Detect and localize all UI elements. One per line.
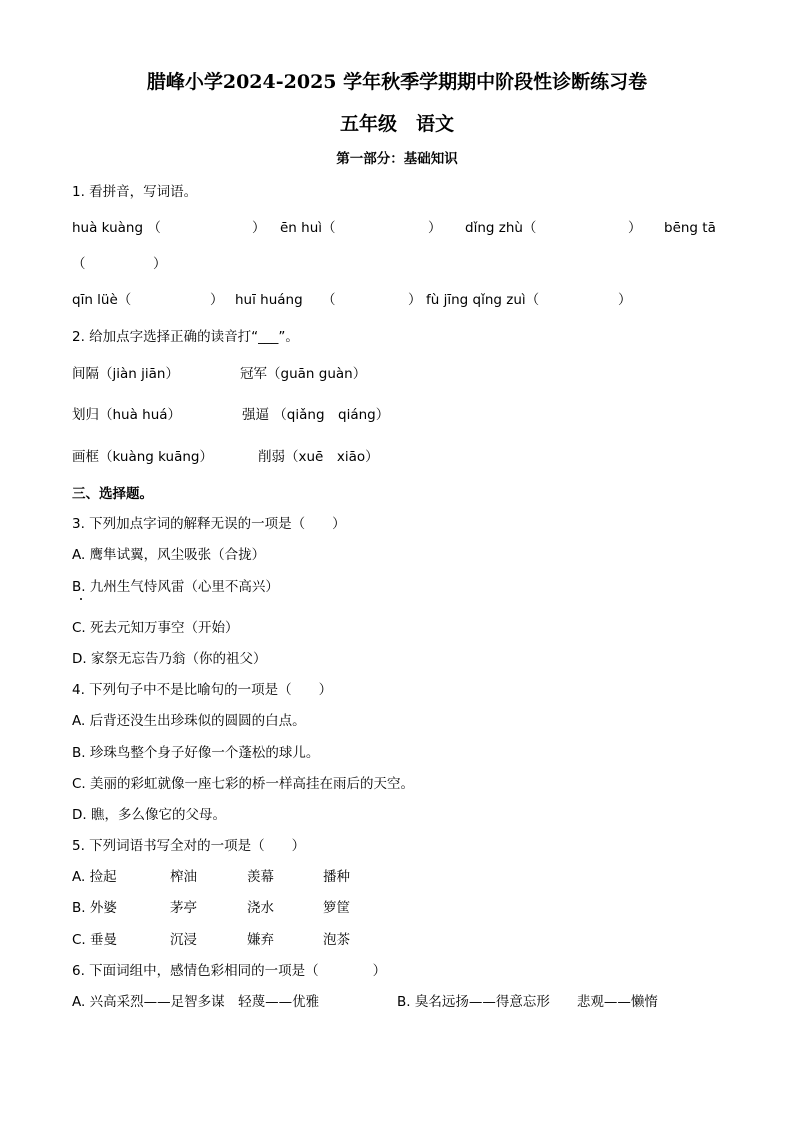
answer-bracket: （ ） — [72, 256, 167, 272]
reading-item: 削弱（xuē xiāo） — [258, 449, 379, 465]
pinyin-item: huī huáng — [235, 292, 303, 308]
q5-stem: 5. 下列词语书写全对的一项是（ ） — [72, 838, 306, 854]
pinyin-item: dǐng zhù（ — [465, 220, 537, 236]
reading-item: 间隔（jiàn jiān） — [72, 366, 179, 382]
option-item: B. 珍珠鸟整个身子好像一个蓬松的球儿。 — [72, 745, 320, 761]
q1-stem: 1. 看拼音，写词语。 — [72, 184, 198, 200]
section-heading: 三、选择题。 — [72, 486, 153, 502]
emphasis-dot — [80, 598, 82, 600]
word-cell: 播种 — [323, 869, 350, 885]
pinyin-item: ēn huì（ — [280, 220, 336, 236]
reading-item: 划归（huà huá） — [72, 407, 182, 423]
bracket-close: ） — [618, 292, 632, 308]
option-item: B. 臭名远扬——得意忘形 悲观——懒惰 — [397, 994, 658, 1010]
pinyin-item: huà kuàng （ — [72, 220, 161, 236]
bracket-close: ） — [408, 292, 422, 308]
bracket-close: ） — [628, 220, 642, 236]
q6-stem: 6. 下面词组中，感情色彩相同的一项是（ ） — [72, 963, 387, 979]
reading-item: 强逼 （qiǎng qiáng） — [242, 407, 390, 423]
exam-title: 腊峰小学2024-2025 学年秋季学期期中阶段性诊断练习卷 — [146, 71, 648, 93]
q3-stem: 3. 下列加点字词的解释无误的一项是（ ） — [72, 516, 346, 532]
option-item: C. 死去元知万事空（开始） — [72, 620, 239, 636]
bracket-close: ） — [428, 220, 442, 236]
word-cell: 浇水 — [247, 900, 274, 916]
word-cell: 沉浸 — [170, 932, 197, 948]
q2-stem: 2. 给加点字选择正确的读音打“___”。 — [72, 329, 299, 345]
option-item: A. 后背还没生出珍珠似的圆圆的白点。 — [72, 713, 306, 729]
pinyin-item: qīn lüè（ — [72, 292, 132, 308]
part-heading: 第一部分：基础知识 — [336, 151, 458, 167]
bracket-open: （ — [322, 292, 336, 308]
word-cell: 嫌弃 — [247, 932, 274, 948]
option-item: B. 九州生气恃风雷（心里不高兴） — [72, 579, 279, 595]
word-cell: 箩筐 — [323, 900, 350, 916]
pinyin-item: fù jīng qǐng zuì（ — [426, 292, 540, 308]
option-item: A. 兴高采烈——足智多谋 轻蔑——优雅 — [72, 994, 320, 1010]
q4-stem: 4. 下列句子中不是比喻句的一项是（ ） — [72, 682, 333, 698]
bracket-close: ） — [252, 220, 266, 236]
option-item: D. 瞧，多么像它的父母。 — [72, 807, 226, 823]
grade-subject: 五年级 语文 — [339, 113, 454, 135]
pinyin-item: bēng tā — [664, 220, 716, 236]
word-cell: A. 捡起 — [72, 869, 117, 885]
word-cell: 茅亭 — [170, 900, 197, 916]
word-cell: B. 外婆 — [72, 900, 117, 916]
word-cell: 榨油 — [170, 869, 197, 885]
reading-item: 冠军（guān guàn） — [240, 366, 367, 382]
word-cell: 羡幕 — [247, 869, 274, 885]
option-item: D. 家祭无忘告乃翁（你的祖父） — [72, 651, 267, 667]
option-item: A. 鹰隼试翼，风尘吸张（合拢） — [72, 547, 266, 563]
word-cell: C. 垂曼 — [72, 932, 118, 948]
word-cell: 泡茶 — [323, 932, 350, 948]
bracket-close: ） — [210, 292, 224, 308]
option-item: C. 美丽的彩虹就像一座七彩的桥一样高挂在雨后的天空。 — [72, 776, 415, 792]
reading-item: 画框（kuàng kuāng） — [72, 449, 214, 465]
